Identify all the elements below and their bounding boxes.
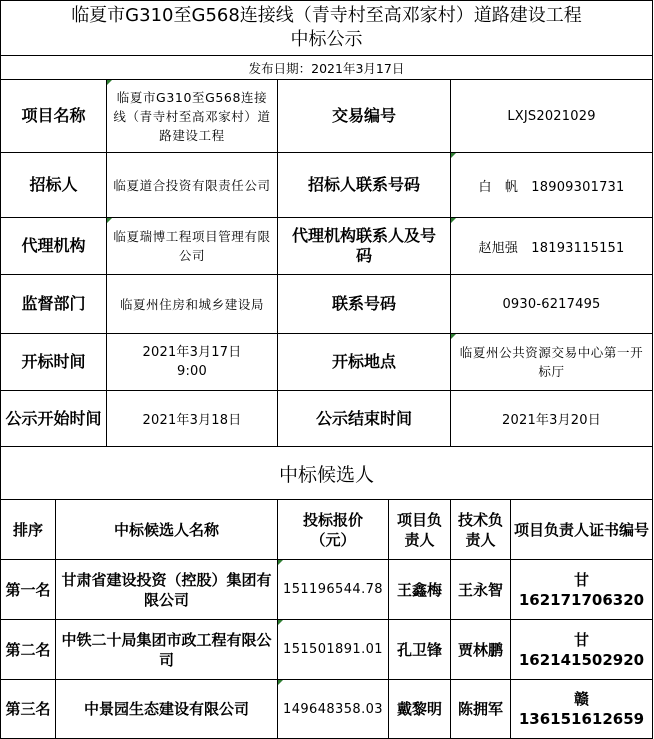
agency-contact-value: 赵旭强 18193115151 bbox=[450, 217, 653, 275]
header-certificate-no: 项目负责人证书编号 bbox=[510, 499, 653, 560]
candidate-technical-lead: 贾林鹏 bbox=[450, 619, 511, 680]
cell-marker-icon bbox=[451, 153, 456, 158]
candidate-price: 149648358.03 bbox=[277, 679, 389, 739]
title-line-2: 中标公示 bbox=[290, 29, 363, 50]
notice-end-value: 2021年3月20日 bbox=[450, 390, 653, 447]
publish-date: 发布日期：2021年3月17日 bbox=[0, 55, 653, 80]
agency-label: 代理机构 bbox=[0, 217, 107, 275]
header-bid-price: 投标报价（元） bbox=[277, 499, 389, 560]
project-name-label: 项目名称 bbox=[0, 79, 107, 153]
tenderer-contact-value: 白 帆 18909301731 bbox=[450, 152, 653, 218]
notice-start-label: 公示开始时间 bbox=[0, 390, 107, 447]
candidate-rank: 第一名 bbox=[0, 559, 56, 620]
phone-value: 0930-6217495 bbox=[450, 274, 653, 334]
cell-marker-icon bbox=[107, 80, 112, 85]
candidate-project-manager: 王鑫梅 bbox=[388, 559, 451, 620]
candidate-certificate: 甘162141502920 bbox=[510, 619, 653, 680]
agency-value: 临夏瑞博工程项目管理有限公司 bbox=[106, 217, 278, 275]
header-rank: 排序 bbox=[0, 499, 56, 560]
tenderer-contact-label: 招标人联系号码 bbox=[277, 152, 451, 218]
candidate-rank: 第三名 bbox=[0, 679, 56, 739]
tenderer-value: 临夏道合投资有限责任公司 bbox=[106, 152, 278, 218]
tenderer-label: 招标人 bbox=[0, 152, 107, 218]
notice-start-value: 2021年3月18日 bbox=[106, 390, 278, 447]
project-name-value: 临夏市G310至G568连接线（青寺村至高邓家村）道路建设工程 bbox=[106, 79, 278, 153]
cell-marker-icon bbox=[278, 680, 283, 685]
candidate-certificate: 赣136151612659 bbox=[510, 679, 653, 739]
cell-marker-icon bbox=[107, 218, 112, 223]
open-place-label: 开标地点 bbox=[277, 333, 451, 391]
header-candidate-name: 中标候选人名称 bbox=[55, 499, 278, 560]
candidate-technical-lead: 王永智 bbox=[450, 559, 511, 620]
page-title bbox=[0, 0, 653, 56]
header-technical-lead: 技术负责人 bbox=[450, 499, 511, 560]
candidate-name: 中铁二十局集团市政工程有限公司 bbox=[55, 619, 278, 680]
candidate-price: 151501891.01 bbox=[277, 619, 389, 680]
cell-marker-icon bbox=[278, 560, 283, 565]
candidate-certificate: 甘162171706320 bbox=[510, 559, 653, 620]
open-time-value bbox=[106, 333, 278, 391]
candidate-rank: 第二名 bbox=[0, 619, 56, 680]
candidate-price: 151196544.78 bbox=[277, 559, 389, 620]
candidates-section-title: 中标候选人 bbox=[0, 446, 653, 500]
supervisor-label: 监督部门 bbox=[0, 274, 107, 334]
notice-end-label: 公示结束时间 bbox=[277, 390, 451, 447]
agency-contact-label: 代理机构联系人及号码 bbox=[277, 217, 451, 275]
candidate-name: 甘肃省建设投资（控股）集团有限公司 bbox=[55, 559, 278, 620]
header-project-manager: 项目负责人 bbox=[388, 499, 451, 560]
open-time-label: 开标时间 bbox=[0, 333, 107, 391]
open-time-date: 2021年3月17日 bbox=[142, 345, 242, 360]
phone-label: 联系号码 bbox=[277, 274, 451, 334]
title-line-1: 临夏市G310至G568连接线（青寺村至高邓家村）道路建设工程 bbox=[71, 5, 582, 26]
open-place-value: 临夏州公共资源交易中心第一开标厅 bbox=[450, 333, 653, 391]
candidate-technical-lead: 陈拥军 bbox=[450, 679, 511, 739]
trade-no-value: LXJS2021029 bbox=[450, 79, 653, 153]
cell-marker-icon bbox=[451, 218, 456, 223]
cell-marker-icon bbox=[451, 334, 456, 339]
candidate-name: 中景园生态建设有限公司 bbox=[55, 679, 278, 739]
supervisor-value: 临夏州住房和城乡建设局 bbox=[106, 274, 278, 334]
candidate-project-manager: 戴黎明 bbox=[388, 679, 451, 739]
cell-marker-icon bbox=[278, 620, 283, 625]
candidate-project-manager: 孔卫锋 bbox=[388, 619, 451, 680]
trade-no-label: 交易编号 bbox=[277, 79, 451, 153]
open-time-hour: 9:00 bbox=[177, 364, 207, 379]
